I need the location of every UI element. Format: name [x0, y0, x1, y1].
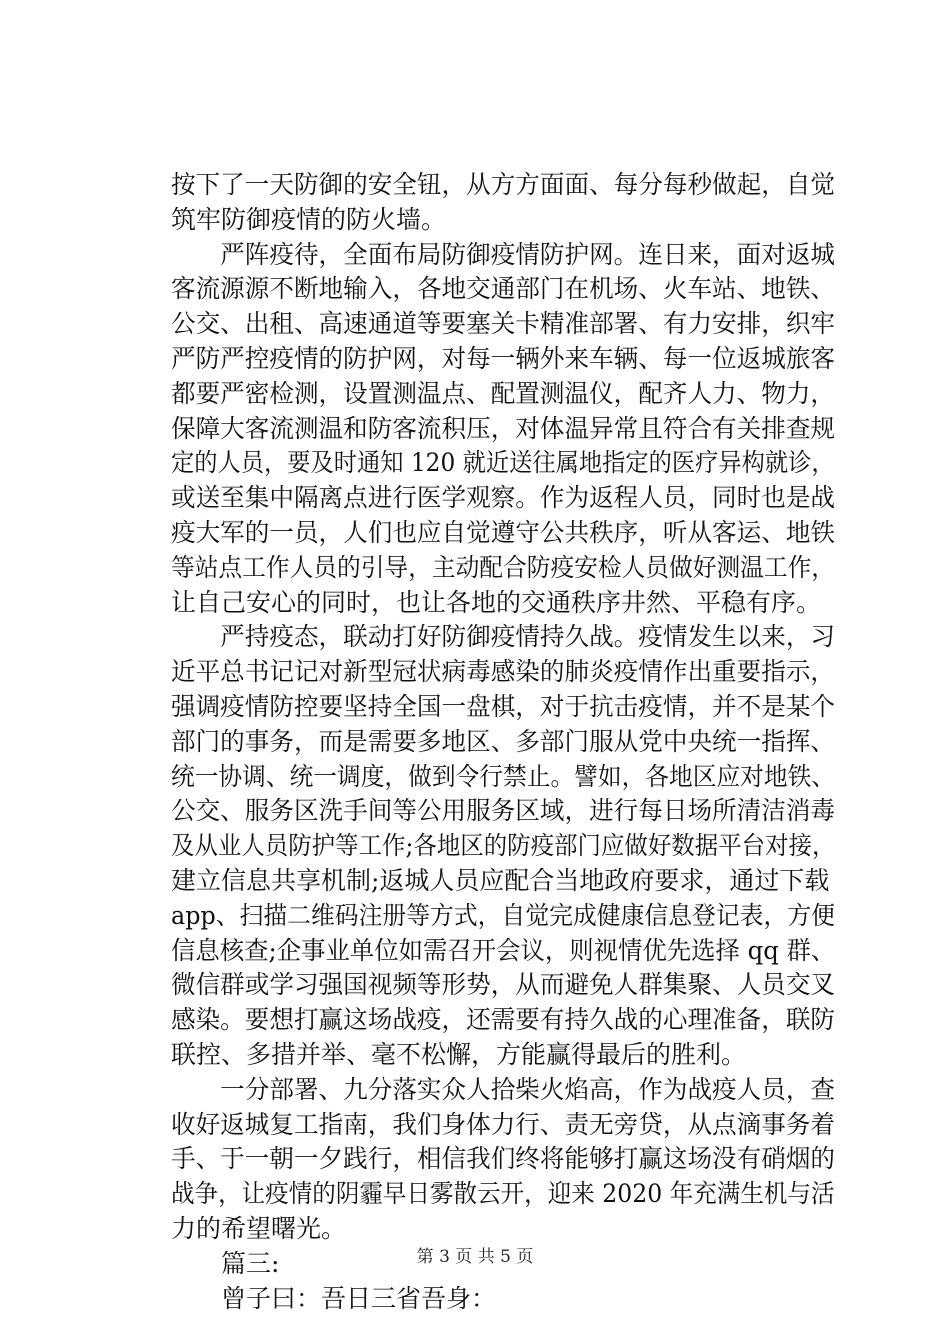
text-line: 客流源源不断地输入，各地交通部门在机场、火车站、地铁、 [171, 274, 836, 304]
text-line: 建立信息共享机制;返城人员应配合当地政府要求，通过下载 [171, 865, 830, 895]
text-line: 联控、多措并举、毫不松懈，方能赢得最后的胜利。 [171, 1039, 747, 1069]
text-line: 定的人员，要及时通知 120 就近送往属地指定的医疗异构就诊， [171, 448, 835, 478]
text-line: 按下了一天防御的安全钮，从方方面面、每分每秒做起，自觉 [171, 170, 836, 199]
text-line: 等站点工作人员的引导，主动配合防疫安检人员做好测温工作， [171, 552, 836, 582]
text-line: 信息核查;企事业单位如需召开会议，则视情优先选择 qq 群、 [171, 935, 836, 965]
text-line: 严防严控疫情的防护网，对每一辆外来车辆、每一位返城旅客 [171, 343, 836, 373]
text-line: app、扫描二维码注册等方式，自觉完成健康信息登记表，方便 [171, 900, 835, 930]
text-line: 都要严密检测，设置测温点、配置测温仪，配齐人力、物力， [171, 378, 836, 408]
text-line: 近平总书记记对新型冠状病毒感染的肺炎疫情作出重要指示， [171, 657, 836, 687]
text-line: 收好返城复工指南，我们身体力行、责无旁贷，从点滴事务着 [171, 1109, 836, 1139]
text-line: 战争，让疫情的阴霾早日雾散云开，迎来 2020 年充满生机与活 [171, 1179, 835, 1209]
text-line: 篇三: [221, 1248, 280, 1278]
text-line: 曾子曰：吾日三省吾身： [221, 1283, 497, 1313]
text-line: 疫大军的一员，人们也应自觉遵守公共秩序，听从客运、地铁 [171, 517, 836, 547]
text-line: 严阵疫待，全面布局防御疫情防护网。连日来，面对返城 [220, 239, 836, 269]
body-text [171, 168, 835, 1316]
text-line: 筑牢防御疫情的防火墙。 [171, 204, 447, 234]
page-footer: 第 3 页 共 5 页 [416, 1247, 534, 1267]
text-line: 感染。要想打赢这场战疫，还需要有持久战的心理准备，联防 [171, 1005, 836, 1035]
text-line: 及从业人员防护等工作;各地区的防疫部门应做好数据平台对接， [171, 831, 836, 861]
text-line: 严持疫态，联动打好防御疫情持久战。疫情发生以来，习 [220, 622, 836, 652]
text-line: 统一协调、统一调度，做到令行禁止。譬如，各地区应对地铁、 [171, 761, 836, 791]
text-line: 保障大客流测温和防客流积压，对体温异常且符合有关排查规 [171, 413, 836, 443]
text-line: 公交、出租、高速通道等要塞关卡精准部署、有力安排，织牢 [171, 309, 836, 339]
text-line: 微信群或学习强国视频等形势，从而避免人群集聚、人员交叉 [171, 970, 836, 1000]
text-line: 让自己安心的同时，也让各地的交通秩序井然、平稳有序。 [171, 587, 822, 617]
text-line: 力的希望曙光。 [171, 1213, 347, 1243]
text-line: 公交、服务区洗手间等公用服务区域，进行每日场所清洁消毒 [171, 796, 836, 826]
text-line: 一分部署、九分落实众人拾柴火焰高，作为战疫人员，查 [220, 1074, 836, 1104]
text-line: 强调疫情防控要坚持全国一盘棋，对于抗击疫情，并不是某个 [171, 691, 836, 721]
text-line: 或送至集中隔离点进行医学观察。作为返程人员，同时也是战 [171, 483, 836, 513]
text-line: 手、于一朝一夕践行，相信我们终将能够打赢这场没有硝烟的 [171, 1144, 836, 1174]
text-line: 部门的事务，而是需要多地区、多部门服从党中央统一指挥、 [171, 726, 836, 756]
